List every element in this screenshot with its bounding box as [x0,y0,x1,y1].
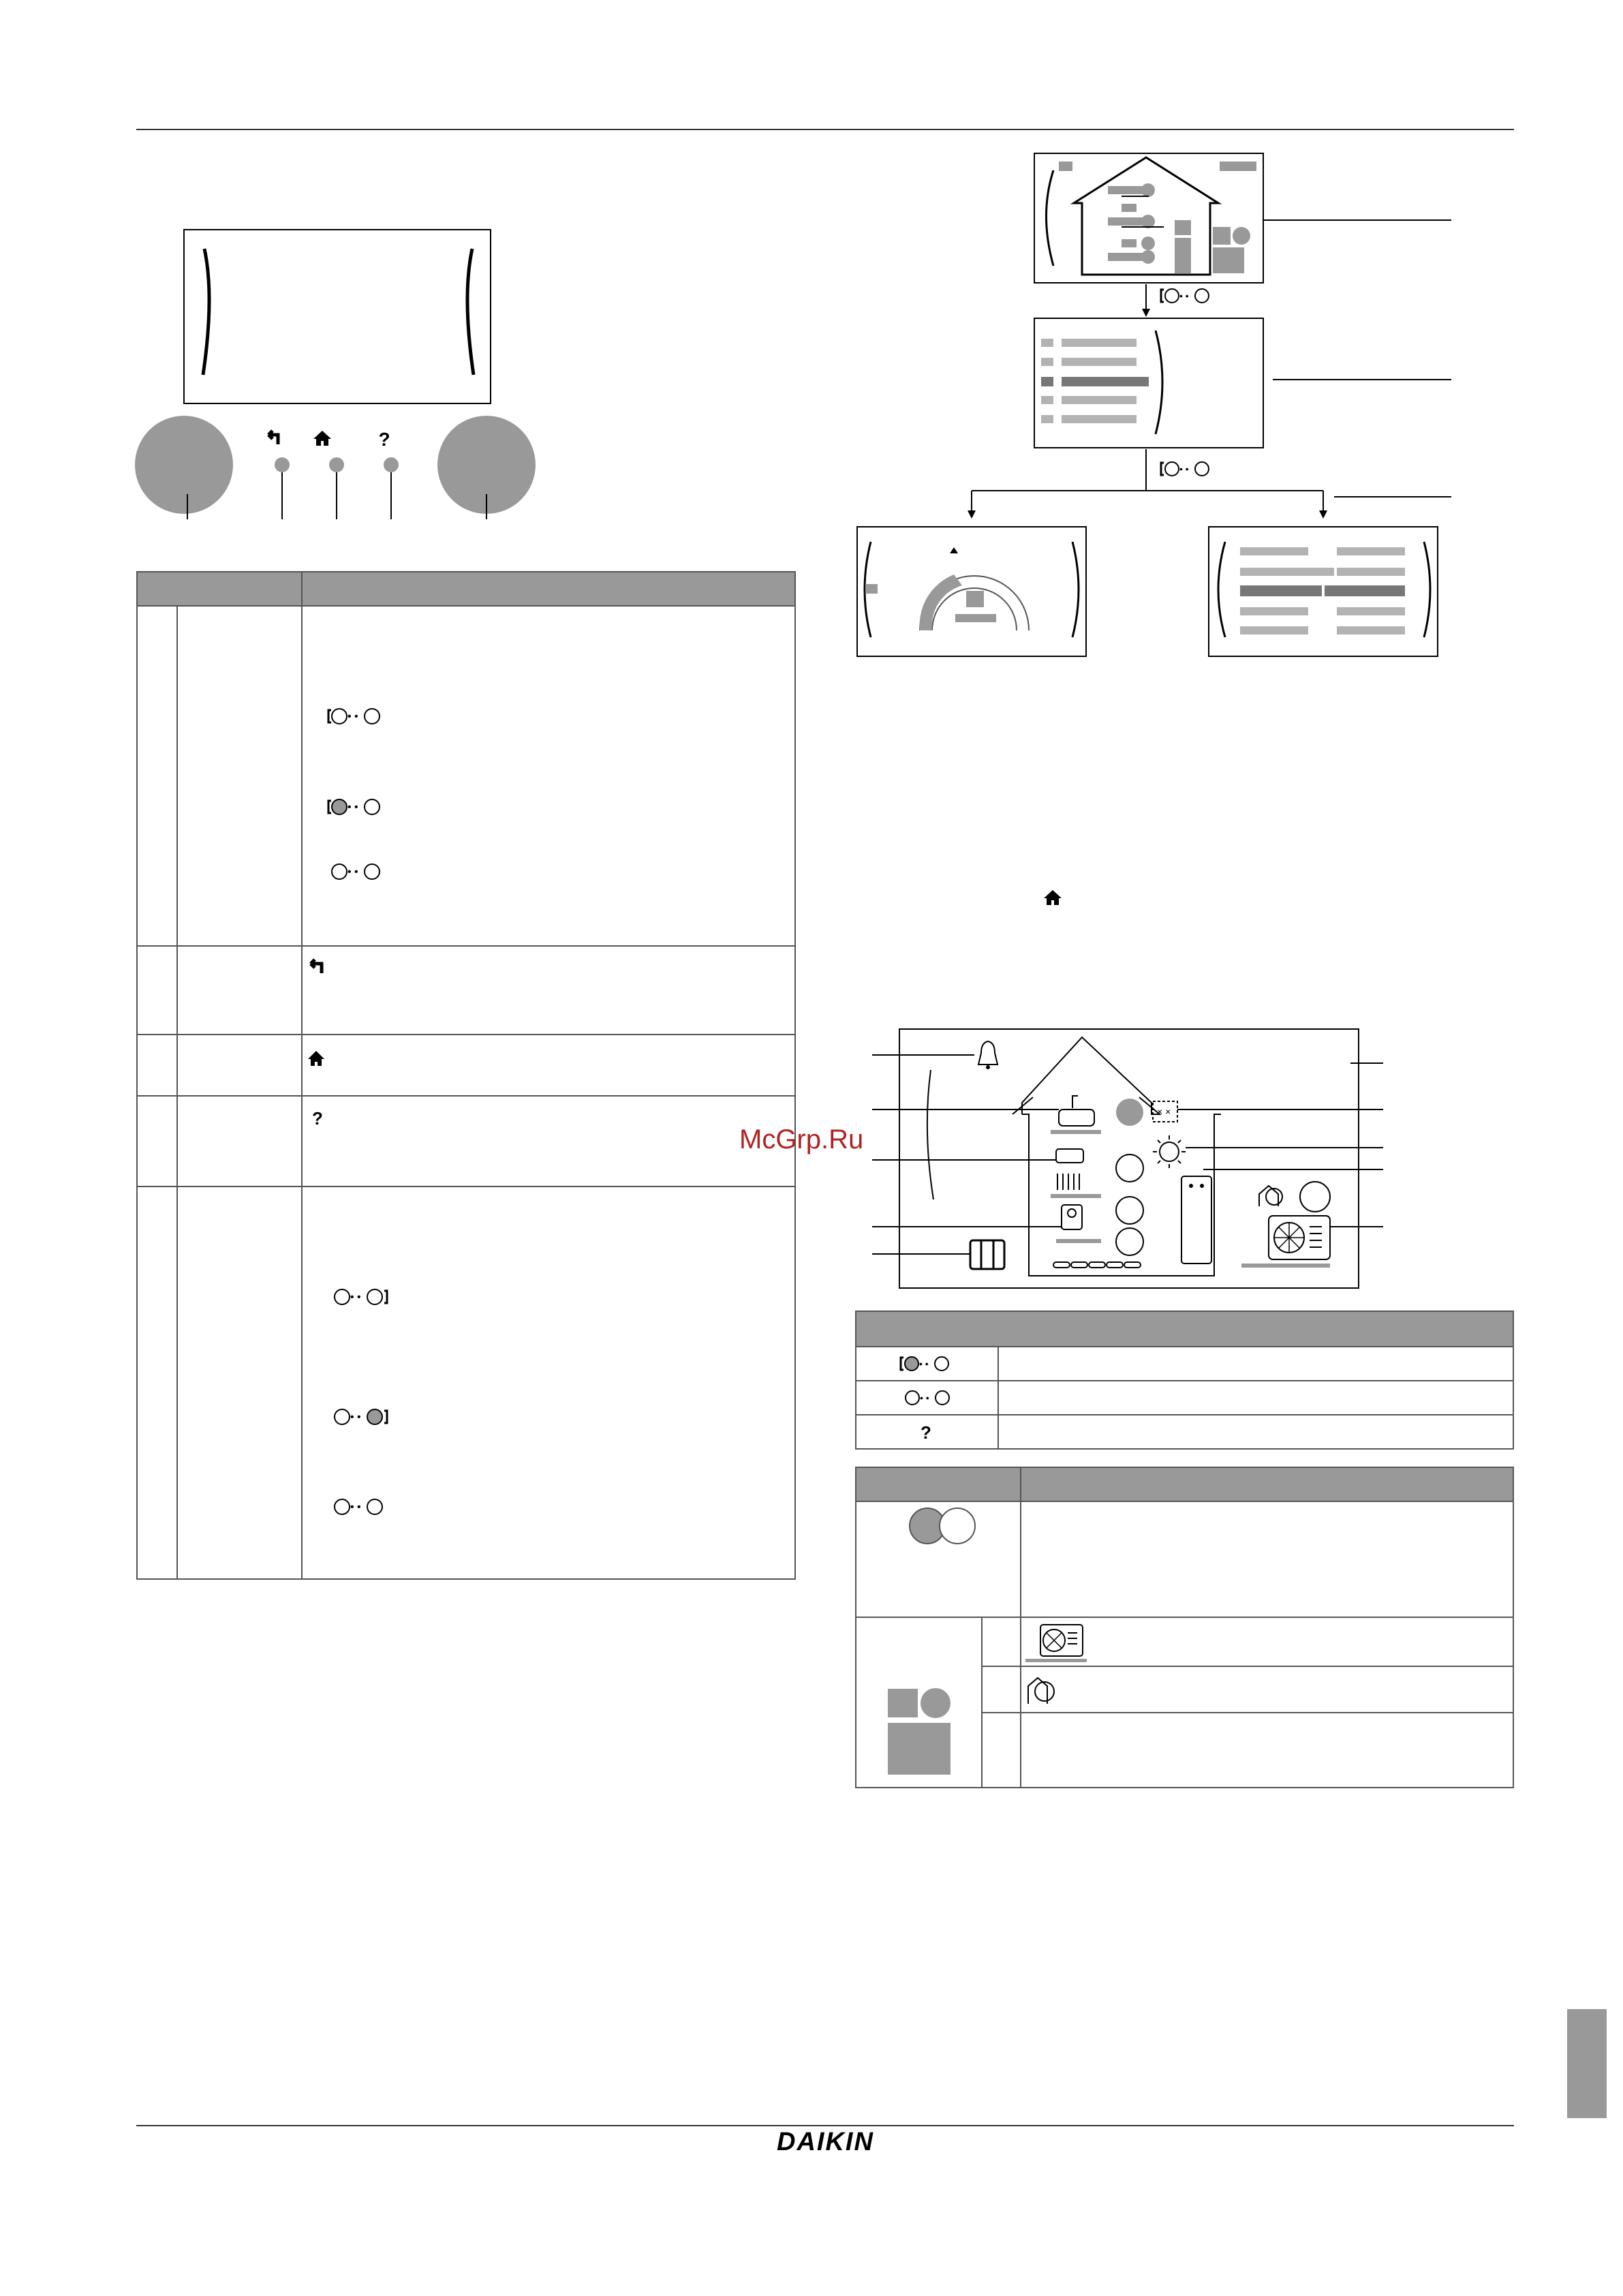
svg-text:• •: • • [347,711,358,722]
left-dial[interactable] [135,416,233,514]
table-header [137,572,795,606]
turn-left-dial-icon [901,1357,948,1371]
legend-table-1 [855,1311,1516,1454]
legend-table-2 [855,1467,1516,1792]
svg-text:• •: • • [347,866,358,878]
top-rule [136,129,1514,130]
help-icon[interactable]: ? [378,429,390,450]
controller-screen [184,230,491,403]
controller-diagram [129,218,552,525]
svg-text:• •: • • [350,1291,361,1303]
press-left-dial-icon [332,864,380,879]
navigation-flow-diagram [852,147,1465,664]
back-icon [311,960,322,973]
press-right-dial-icon [335,1499,382,1514]
press-turn-icon-2 [1161,462,1209,476]
help-icon: ? [921,1422,931,1443]
press-left-dial-icon [906,1391,949,1405]
svg-text:× ×: × × [1157,1106,1171,1117]
home-icon [308,1051,324,1066]
svg-text:• •: • • [1179,463,1189,474]
svg-text:• •: • • [920,1392,929,1403]
bottom-rule [136,2125,1514,2126]
press-turn-right-icon [335,1289,387,1304]
home-screen-detail [865,1022,1404,1295]
outdoor-unit-icon [1025,1625,1087,1662]
help-icon: ? [312,1108,323,1129]
help-button[interactable] [384,457,399,472]
controls-table [136,571,799,1581]
svg-text:• •: • • [919,1358,929,1369]
home-button[interactable] [329,457,344,472]
home-icon[interactable] [313,431,331,446]
section-tab [1567,2009,1607,2118]
daikin-logo: DAIKIN [777,2128,874,2156]
home-icon [1042,889,1063,906]
press-turn-icon [1161,289,1209,303]
press-turn-left-icon [328,709,380,724]
back-icon[interactable] [268,431,278,444]
svg-text:• •: • • [1179,290,1189,301]
svg-text:• •: • • [347,801,358,813]
turn-right-dial-icon [335,1409,387,1424]
svg-text:• •: • • [350,1501,361,1513]
house-outdoor-icon [1028,1678,1054,1704]
back-button[interactable] [275,457,290,472]
turn-left-dial-icon [328,799,380,814]
svg-text:• •: • • [350,1411,361,1423]
watermark: McGrp.Ru [739,1124,864,1154]
